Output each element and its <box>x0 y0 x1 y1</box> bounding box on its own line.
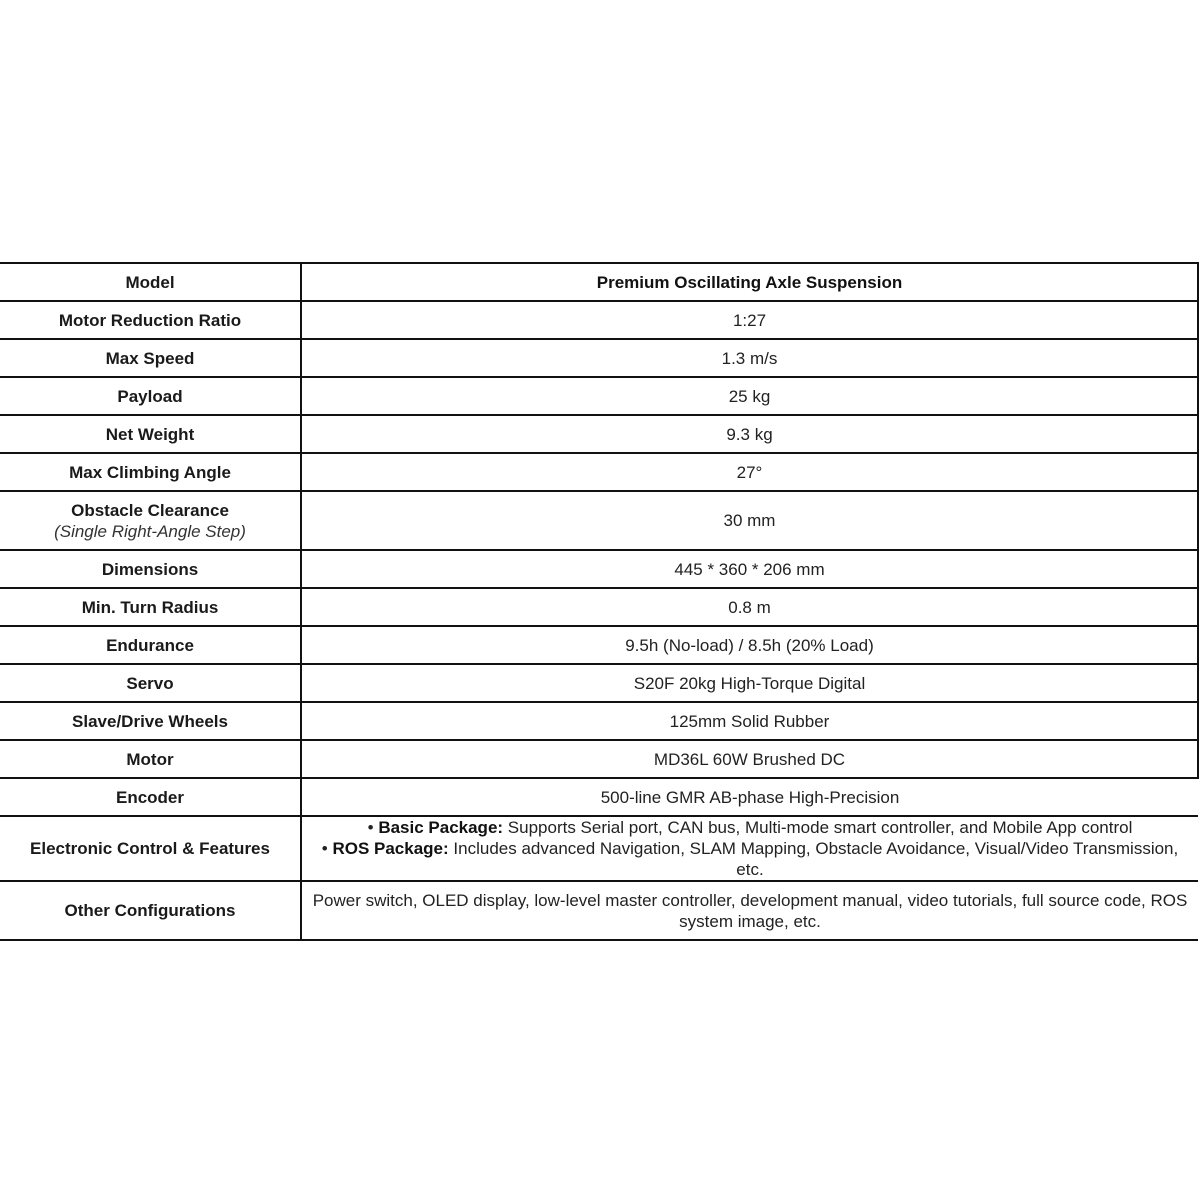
row-value: 0.8 m <box>301 588 1198 626</box>
row-value: 9.3 kg <box>301 415 1198 453</box>
table-row <box>0 377 1198 415</box>
table-row <box>0 415 1198 453</box>
table-row <box>0 702 1198 740</box>
row-label: Max Speed <box>0 339 301 377</box>
row-value: Power switch, OLED display, low-level master controller, development manual, video tutorials, full source code, ROS system image, etc. <box>301 881 1198 940</box>
table-row <box>0 339 1198 377</box>
row-label: Electronic Control & Features <box>0 816 301 881</box>
spec-table <box>0 262 1199 941</box>
table-row <box>0 491 1198 550</box>
row-label: Endurance <box>0 626 301 664</box>
bullet: • <box>367 818 379 837</box>
row-label: Min. Turn Radius <box>0 588 301 626</box>
row-value: 445 * 360 * 206 mm <box>301 550 1198 588</box>
row-label: Obstacle Clearance <box>71 500 229 520</box>
basic-package-text: Supports Serial port, CAN bus, Multi-mode smart controller, and Mobile App control <box>503 818 1133 837</box>
basic-package-line <box>310 817 1190 838</box>
row-label: Other Configurations <box>0 881 301 940</box>
row-value: 1:27 <box>301 301 1198 339</box>
row-label: Motor <box>0 740 301 778</box>
row-label: Slave/Drive Wheels <box>0 702 301 740</box>
row-value-packages <box>301 816 1198 881</box>
row-label: Dimensions <box>0 550 301 588</box>
table-row <box>0 664 1198 702</box>
row-label-group <box>0 491 301 550</box>
table-row <box>0 881 1198 940</box>
row-label: Max Climbing Angle <box>0 453 301 491</box>
row-value: 30 mm <box>301 491 1198 550</box>
row-value: S20F 20kg High-Torque Digital <box>301 664 1198 702</box>
ros-package-line <box>310 838 1190 880</box>
table-row <box>0 778 1198 816</box>
row-value: 25 kg <box>301 377 1198 415</box>
row-value: 125mm Solid Rubber <box>301 702 1198 740</box>
row-label: Encoder <box>0 778 301 816</box>
row-label: Payload <box>0 377 301 415</box>
row-label: Model <box>0 263 301 301</box>
row-value: 1.3 m/s <box>301 339 1198 377</box>
row-value: 500-line GMR AB-phase High-Precision <box>301 778 1198 816</box>
basic-package-title: Basic Package: <box>378 818 504 837</box>
row-sublabel: (Single Right-Angle Step) <box>54 521 246 541</box>
table-row <box>0 588 1198 626</box>
ros-package-title: ROS Package: <box>332 839 449 858</box>
row-value: 27° <box>301 453 1198 491</box>
table-row <box>0 453 1198 491</box>
table-row <box>0 740 1198 778</box>
ros-package-text: Includes advanced Navigation, SLAM Mapping, Obstacle Avoidance, Visual/Video Transmission, etc. <box>448 839 1179 879</box>
row-label: Net Weight <box>0 415 301 453</box>
table-row <box>0 626 1198 664</box>
row-value: Premium Oscillating Axle Suspension <box>301 263 1198 301</box>
row-value: MD36L 60W Brushed DC <box>301 740 1198 778</box>
row-value: 9.5h (No-load) / 8.5h (20% Load) <box>301 626 1198 664</box>
table-row <box>0 263 1198 301</box>
row-label: Servo <box>0 664 301 702</box>
table-row <box>0 301 1198 339</box>
table-row <box>0 816 1198 881</box>
table-row <box>0 550 1198 588</box>
bullet: • <box>321 839 333 858</box>
row-label: Motor Reduction Ratio <box>0 301 301 339</box>
